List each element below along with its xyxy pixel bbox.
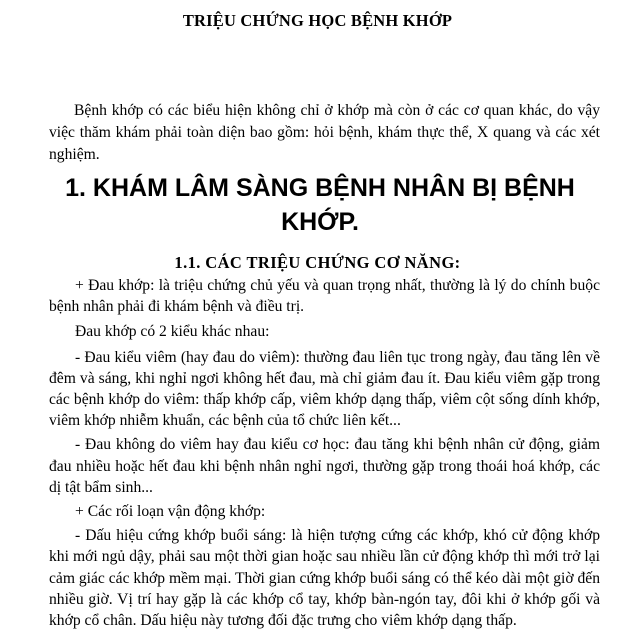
paragraph-mechanical-pain: - Đau không do viêm hay đau kiểu cơ học: đau tăng khi bệnh nhân cử động, giảm đau nhiều hoặc hết đau khi bệnh nhân nghỉ ngơi, thường gặp trong thoái hoá khớp, các dị tật bẩm sinh... — [49, 436, 600, 496]
document-title: TRIỆU CHỨNG HỌC BỆNH KHỚP — [182, 11, 453, 30]
paragraph-inflammatory-pain: - Đau kiểu viêm (hay đau do viêm): thường đau liên tục trong ngày, đau tăng lên về đêm và sáng, khi nghỉ ngơi không hết đau, mà chỉ giảm đau ít. Đau kiểu viêm gặp trong các bệnh khớp do viêm: thấp khớp cấp, viêm khớp dạng thấp, viêm cột sống dính khớp, viêm khớp nhiễm khuẩn, các bệnh của tổ chức liên kết... — [49, 348, 600, 430]
paragraph-morning-stiffness: - Dấu hiệu cứng khớp buổi sáng: là hiện tượng cứng các khớp, khó cử động khớp khi mới ngủ dậy, phải sau một thời gian hoặc sau nhiều lần cử động khớp thì mới trở lại cảm giác các khớp mềm mại. Thời gian cứng khớp buổi sáng có thể kéo dài một giờ đến nhiều giờ. Vị trí hay gặp là các khớp cổ tay, khớp bàn-ngón tay, đôi khi ở khớp gối và khớp cổ chân. Dấu hiệu này tương đối đặc trưng cho viêm khớp dạng thấp. — [49, 527, 600, 630]
subsection-heading: 1.1. CÁC TRIỆU CHỨNG CƠ NĂNG: — [174, 253, 461, 272]
body-text — [49, 275, 600, 631]
section-heading: 1. KHÁM LÂM SÀNG BỆNH NHÂN BỊ BỆNH KHỚP. — [65, 174, 575, 236]
paragraph-pain-types: Đau khớp có 2 kiểu khác nhau: — [75, 323, 270, 341]
intro-paragraph: Bệnh khớp có các biểu hiện không chỉ ở khớp mà còn ở các cơ quan khác, do vậy việc thăm khám phải toàn diện bao gồm: hỏi bệnh, khám thực thể, X quang và các xét nghiệm. — [49, 102, 600, 163]
paragraph-motor-disorders: + Các rối loạn vận động khớp: — [75, 503, 266, 521]
paragraph-joint-pain: + Đau khớp: là triệu chứng chủ yếu và quan trọng nhất, thường là lý do chính buộc bệnh nhân phải đi khám bệnh và điều trị. — [49, 277, 600, 316]
